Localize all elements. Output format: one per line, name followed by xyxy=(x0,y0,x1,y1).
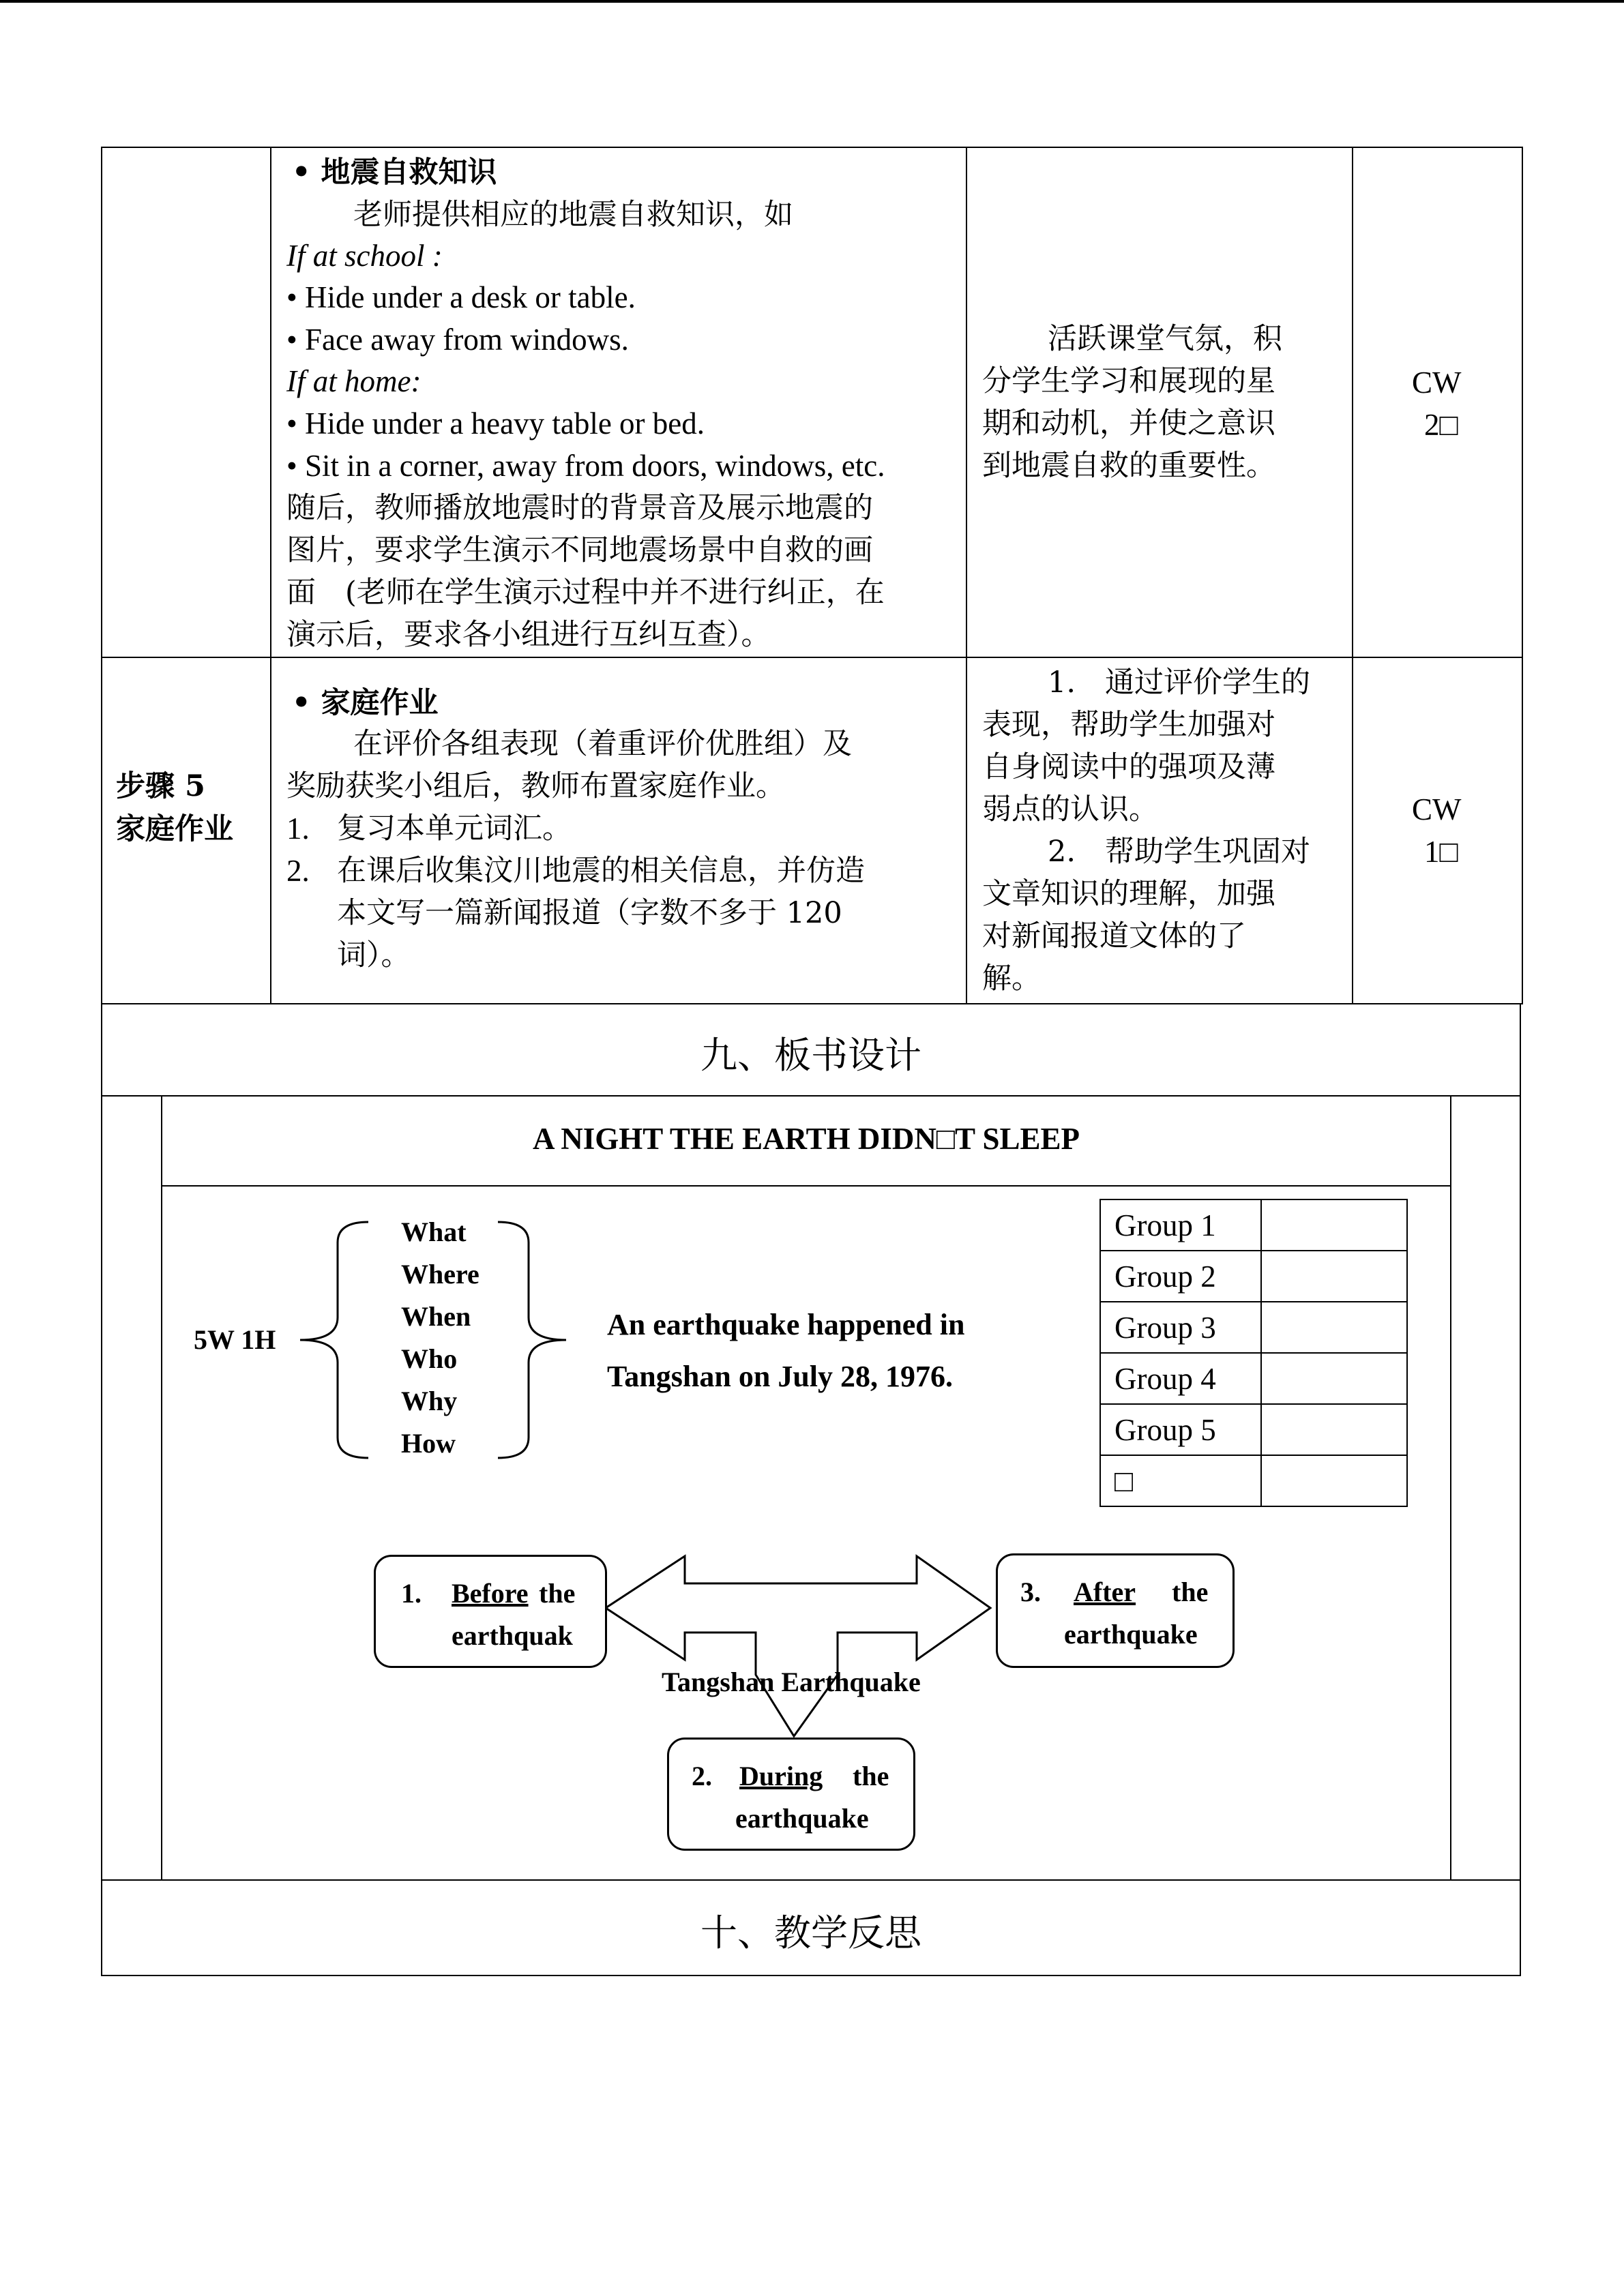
row-divider xyxy=(101,1003,1523,1004)
score-cell xyxy=(1261,1199,1407,1251)
body-line: 随后，教师播放地震时的背景音及展示地震的 xyxy=(286,491,873,525)
group-label: Group 4 xyxy=(1100,1353,1261,1404)
stage-text: the xyxy=(539,1578,576,1609)
double-arrow-shape xyxy=(606,1556,990,1736)
table-right-border xyxy=(1520,1003,1521,1976)
section-title: 九、板书设计 xyxy=(700,1034,921,1077)
table-right-border xyxy=(1522,147,1523,1004)
body-line: 图片，要求学生演示不同地震场景中自救的画 xyxy=(286,533,873,567)
column-divider xyxy=(966,147,967,1004)
list-item: • Hide under a desk or table. xyxy=(286,280,636,314)
list-item: 复习本单元词汇。 xyxy=(337,811,572,846)
wh-word: Why xyxy=(401,1386,458,1416)
list-number: 1. xyxy=(286,811,310,846)
purpose-line: 文章知识的理解，加强 xyxy=(982,877,1275,911)
purpose-line: 分学生学习和展现的星 xyxy=(982,364,1275,398)
stage-text: earthquake xyxy=(735,1803,869,1834)
list-item: • Sit in a corner, away from doors, windows, etc. xyxy=(286,449,885,483)
home-label: If at home: xyxy=(286,364,422,398)
row-divider xyxy=(101,657,1523,658)
purpose-line: 自身阅读中的强项及薄 xyxy=(982,750,1275,784)
mode-label: CW xyxy=(1412,792,1462,826)
step-name: 家庭作业 xyxy=(116,812,233,846)
row-divider xyxy=(101,1879,1521,1881)
row-heading: • 地震自救知识 xyxy=(292,155,497,190)
purpose-line: 活跃课堂气氛，积 xyxy=(1048,322,1282,356)
purpose-line: 到地震自救的重要性。 xyxy=(982,449,1275,483)
stage-number: 3. xyxy=(1020,1577,1041,1607)
body-line: 奖励获奖小组后，教师布置家庭作业。 xyxy=(286,769,785,803)
right-brace xyxy=(498,1222,566,1458)
page-top-border xyxy=(0,0,1624,3)
purpose-line: 弱点的认识。 xyxy=(982,792,1158,826)
column-divider xyxy=(270,147,271,1004)
time-label: 1□ xyxy=(1424,835,1458,869)
table-row xyxy=(1100,1199,1407,1251)
groups-table xyxy=(1099,1199,1408,1507)
wh-word: How xyxy=(401,1428,456,1459)
list-item: 词）。 xyxy=(337,938,411,972)
score-cell xyxy=(1261,1251,1407,1302)
table-row xyxy=(1100,1455,1407,1506)
purpose-line: 期和动机，并使之意识 xyxy=(982,406,1275,441)
stage-text: earthquak xyxy=(452,1620,573,1651)
board-right-border xyxy=(1450,1095,1451,1881)
stage-number: 2. xyxy=(692,1761,712,1791)
school-label: If at school : xyxy=(286,239,443,273)
fivew-label: 5W 1H xyxy=(194,1324,276,1355)
table-top-border xyxy=(101,147,1523,148)
stage-number: 1. xyxy=(401,1578,422,1609)
group-label: □ xyxy=(1100,1455,1261,1506)
stage-text: the xyxy=(853,1761,889,1791)
stage-keyword: Before xyxy=(452,1578,529,1609)
stage-text: earthquake xyxy=(1064,1619,1198,1650)
list-number: 2. xyxy=(286,854,310,888)
body-line: 演示后，要求各小组进行互纠互查）。 xyxy=(286,618,771,652)
timeline-arrow xyxy=(600,1548,996,1746)
body-line: 在评价各组表现（着重评价优胜组）及 xyxy=(353,727,852,761)
body-line: 面 (老师在学生演示过程中并不进行纠正，在 xyxy=(286,576,885,610)
score-cell xyxy=(1261,1455,1407,1506)
score-cell xyxy=(1261,1353,1407,1404)
intro-text: 老师提供相应的地震自救知识，如 xyxy=(353,198,793,232)
step-label: 步骤 5 xyxy=(116,769,205,803)
wh-word: When xyxy=(401,1301,471,1332)
left-brace xyxy=(300,1222,368,1458)
section-title: 十、教学反思 xyxy=(700,1911,921,1954)
group-label: Group 1 xyxy=(1100,1199,1261,1251)
purpose-line: 1. 通过评价学生的 xyxy=(1048,666,1311,700)
purpose-line: 表现，帮助学生加强对 xyxy=(982,708,1275,742)
row-heading: • 家庭作业 xyxy=(292,686,439,720)
stage-keyword: During xyxy=(739,1761,823,1791)
score-cell xyxy=(1261,1404,1407,1455)
table-bottom-border xyxy=(101,1975,1521,1976)
purpose-line: 解。 xyxy=(982,961,1041,996)
table-row xyxy=(1100,1404,1407,1455)
score-cell xyxy=(1261,1302,1407,1353)
wh-word: Who xyxy=(401,1343,458,1374)
board-left-border xyxy=(161,1095,162,1881)
mode-label: CW xyxy=(1412,366,1462,400)
group-label: Group 2 xyxy=(1100,1251,1261,1302)
list-item: • Hide under a heavy table or bed. xyxy=(286,406,705,441)
list-item: • Face away from windows. xyxy=(286,323,629,357)
row-divider xyxy=(101,1095,1521,1097)
stage-text: the xyxy=(1172,1577,1209,1607)
group-label: Group 5 xyxy=(1100,1404,1261,1455)
stage-keyword: After xyxy=(1074,1577,1136,1607)
board-title: A NIGHT THE EARTH DIDN□T SLEEP xyxy=(532,1122,1080,1156)
purpose-line: 2. 帮助学生巩固对 xyxy=(1048,835,1311,869)
wh-word: What xyxy=(401,1217,467,1247)
table-row xyxy=(1100,1353,1407,1404)
board-title-divider xyxy=(161,1185,1451,1187)
board-sentence: An earthquake happened in xyxy=(607,1308,965,1341)
board-sentence: Tangshan on July 28, 1976. xyxy=(607,1360,954,1393)
purpose-line: 对新闻报道文体的了 xyxy=(982,919,1246,953)
center-label: Tangshan Earthquake xyxy=(662,1667,921,1697)
list-item: 在课后收集汶川地震的相关信息，并仿造 xyxy=(337,854,865,888)
time-label: 2□ xyxy=(1424,408,1458,442)
table-row xyxy=(1100,1302,1407,1353)
group-label: Group 3 xyxy=(1100,1302,1261,1353)
column-divider xyxy=(1352,147,1353,1004)
wh-word: Where xyxy=(401,1259,479,1289)
table-row xyxy=(1100,1251,1407,1302)
list-item: 本文写一篇新闻报道（字数不多于 120 xyxy=(337,896,842,930)
